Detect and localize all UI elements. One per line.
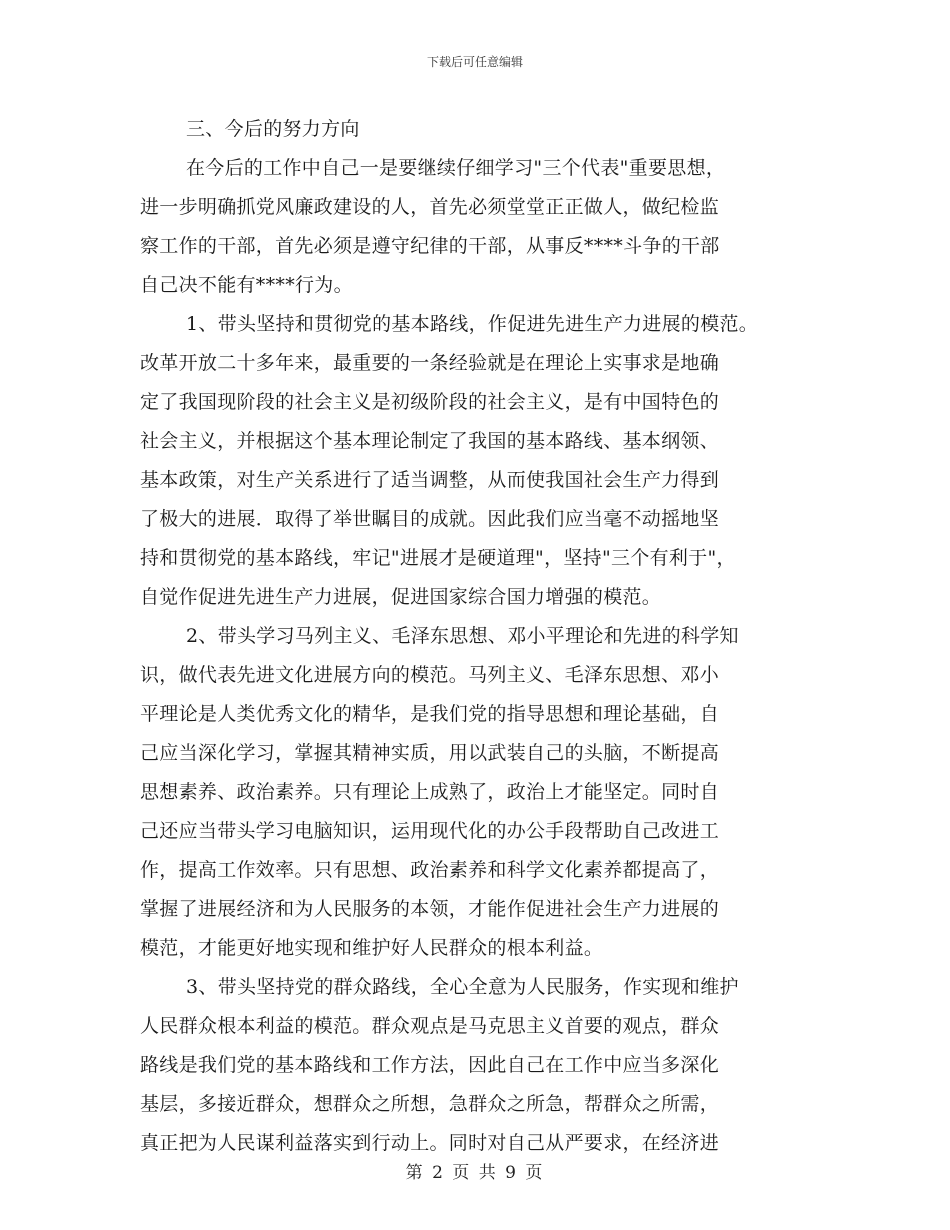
text-line: 基本政策，对生产关系进行了适当调整，从而使我国社会生产力得到 — [140, 469, 720, 491]
text-line: 思想素养、政治素养。只有理论上成熟了，政治上才能坚定。同时自 — [140, 781, 720, 803]
text-line: 察工作的干部，首先必须是遵守纪律的干部，从事反****斗争的干部 — [140, 235, 720, 257]
text-line: 2、带头学习马列主义、毛泽东思想、邓小平理论和先进的科学知 — [186, 625, 739, 647]
text-line: 己应当深化学习，掌握其精神实质，用以武装自己的头脑，不断提高 — [140, 742, 720, 764]
text-line: 识，做代表先进文化进展方向的模范。马列主义、毛泽东思想、邓小 — [140, 664, 720, 686]
text-line: 自己决不能有****行为。 — [140, 274, 353, 296]
text-line: 了极大的进展．取得了举世瞩目的成就。因此我们应当毫不动摇地坚 — [140, 508, 720, 530]
text-line: 自觉作促进先进生产力进展，促进国家综合国力增强的模范。 — [140, 586, 662, 608]
text-line: 模范，才能更好地实现和维护好人民群众的根本利益。 — [140, 937, 604, 959]
text-line: 在今后的工作中自己一是要继续仔细学习"三个代表"重要思想， — [186, 157, 726, 179]
text-line: 持和贯彻党的基本路线，牢记"进展才是硬道理"，坚持"三个有利于"， — [140, 547, 736, 569]
text-line: 改革开放二十多年来，最重要的一条经验就是在理论上实事求是地确 — [140, 352, 720, 374]
text-line: 1、带头坚持和贯彻党的基本路线，作促进先进生产力进展的模范。 — [186, 313, 759, 335]
text-line: 社会主义，并根据这个基本理论制定了我国的基本路线、基本纲领、 — [140, 430, 720, 452]
text-line: 进一步明确抓党风廉政建设的人，首先必须堂堂正正做人，做纪检监 — [140, 196, 720, 218]
text-line: 路线是我们党的基本路线和工作方法，因此自己在工作中应当多深化 — [140, 1054, 720, 1076]
text-line: 三、今后的努力方向 — [186, 118, 360, 140]
text-line: 基层，多接近群众，想群众之所想，急群众之所急，帮群众之所需， — [140, 1093, 720, 1115]
text-line: 平理论是人类优秀文化的精华，是我们党的指导思想和理论基础，自 — [140, 703, 720, 725]
page-number: 第 2 页 共 9 页 — [405, 1163, 545, 1183]
text-line: 定了我国现阶段的社会主义是初级阶段的社会主义，是有中国特色的 — [140, 391, 720, 413]
document-body — [140, 110, 830, 1163]
text-line: 人民群众根本利益的模范。群众观点是马克思主义首要的观点，群众 — [140, 1015, 720, 1037]
header-note: 下载后可任意编辑 — [426, 55, 523, 69]
text-line: 掌握了进展经济和为人民服务的本领，才能作促进社会生产力进展的 — [140, 898, 720, 920]
text-line: 3、带头坚持党的群众路线，全心全意为人民服务，作实现和维护 — [186, 976, 739, 998]
text-line: 己还应当带头学习电脑知识，运用现代化的办公手段帮助自己改进工 — [140, 820, 720, 842]
text-line: 作，提高工作效率。只有思想、政治素养和科学文化素养都提高了， — [140, 859, 720, 881]
text-line: 真正把为人民谋利益落实到行动上。同时对自己从严要求，在经济进 — [140, 1132, 720, 1154]
